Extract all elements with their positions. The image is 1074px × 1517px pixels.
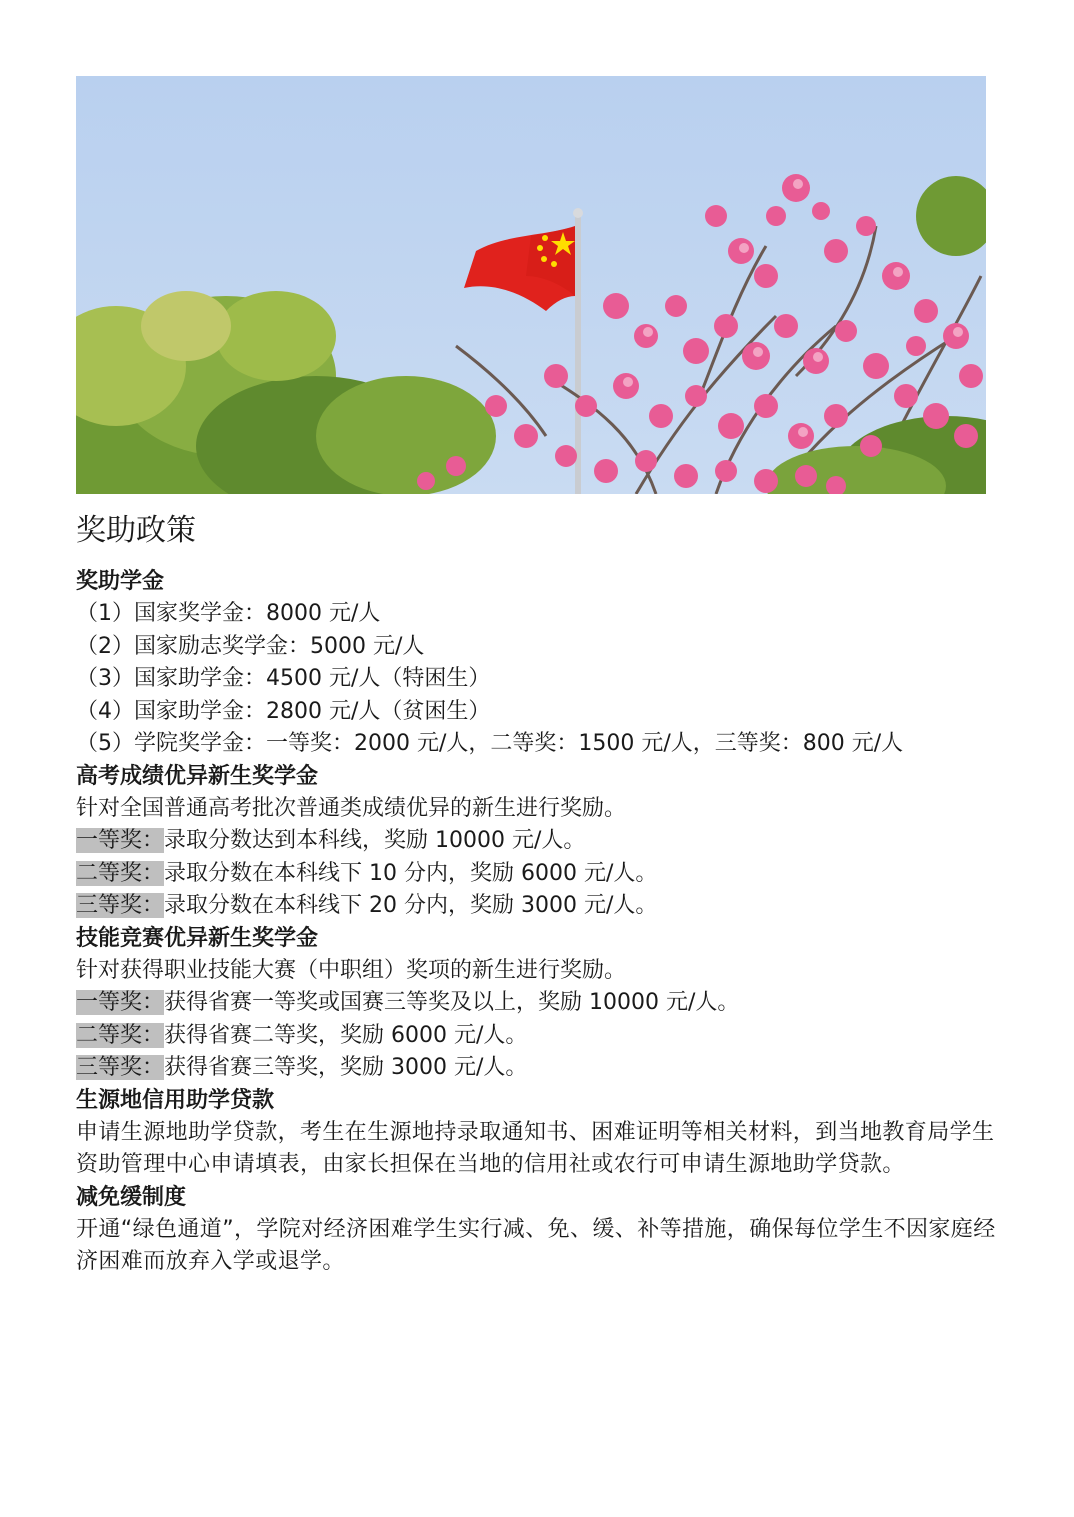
- document-page: [76, 76, 1006, 1274]
- award-label: 一等奖：: [76, 828, 165, 853]
- section-paragraph: 申请生源地助学贷款，考生在生源地持录取通知书、困难证明等相关材料，到当地教育局学生资助管理中心申请填表，由家长担保在当地的信用社或农行可申请生源地助学贷款。: [76, 1119, 995, 1177]
- list-item: （4）国家助学金：2800 元/人（贫困生）: [76, 698, 491, 724]
- award-text: 获得省赛三等奖，奖励 3000 元/人。: [164, 1055, 528, 1080]
- award-line: [76, 1052, 1006, 1085]
- award-label: 三等奖：: [76, 1055, 165, 1080]
- content-body: [76, 566, 1006, 1279]
- award-line: [76, 858, 1006, 891]
- award-text: 录取分数在本科线下 20 分内，奖励 3000 元/人。: [164, 893, 658, 918]
- list-item: （5）学院奖学金：一等奖：2000 元/人，二等奖：1500 元/人，三等奖：800 元/人: [76, 731, 904, 756]
- award-line: [76, 890, 1006, 923]
- award-text: 录取分数在本科线下 10 分内，奖励 6000 元/人。: [164, 860, 658, 886]
- hero-photo: [76, 76, 986, 494]
- award-line: [76, 825, 1006, 858]
- page-title: 奖助政策: [76, 513, 196, 548]
- section-heading-scholarships: 奖助学金: [76, 569, 165, 594]
- award-text: 获得省赛二等奖，奖励 6000 元/人。: [164, 1022, 528, 1048]
- award-line: [76, 1020, 1006, 1053]
- section-heading-loan: 生源地信用助学贷款: [76, 1087, 275, 1113]
- award-text: 录取分数达到本科线，奖励 10000 元/人。: [164, 828, 586, 853]
- section-heading-relief: 减免缓制度: [76, 1184, 187, 1210]
- award-label: 二等奖：: [76, 1022, 165, 1048]
- award-label: 一等奖：: [76, 990, 165, 1015]
- section-paragraph: 开通“绿色通道”，学院对经济困难学生实行减、免、缓、补等措施，确保每位学生不因家庭经济困难而放弃入学或退学。: [76, 1216, 996, 1274]
- list-item: （1）国家奖学金：8000 元/人: [76, 601, 381, 626]
- section-heading-gaokao: 高考成绩优异新生奖学金: [76, 763, 319, 789]
- list-item: （3）国家助学金：4500 元/人（特困生）: [76, 666, 491, 691]
- award-text: 获得省赛一等奖或国赛三等奖及以上，奖励 10000 元/人。: [164, 990, 740, 1015]
- list-item: （2）国家励志奖学金：5000 元/人: [76, 633, 425, 659]
- section-intro: 针对全国普通高考批次普通类成绩优异的新生进行奖励。: [76, 795, 627, 821]
- section-heading-skills: 技能竞赛优异新生奖学金: [76, 925, 319, 951]
- award-label: 三等奖：: [76, 893, 165, 918]
- section-intro: 针对获得职业技能大赛（中职组）奖项的新生进行奖励。: [76, 957, 627, 983]
- award-line: [76, 987, 1006, 1020]
- award-label: 二等奖：: [76, 860, 165, 886]
